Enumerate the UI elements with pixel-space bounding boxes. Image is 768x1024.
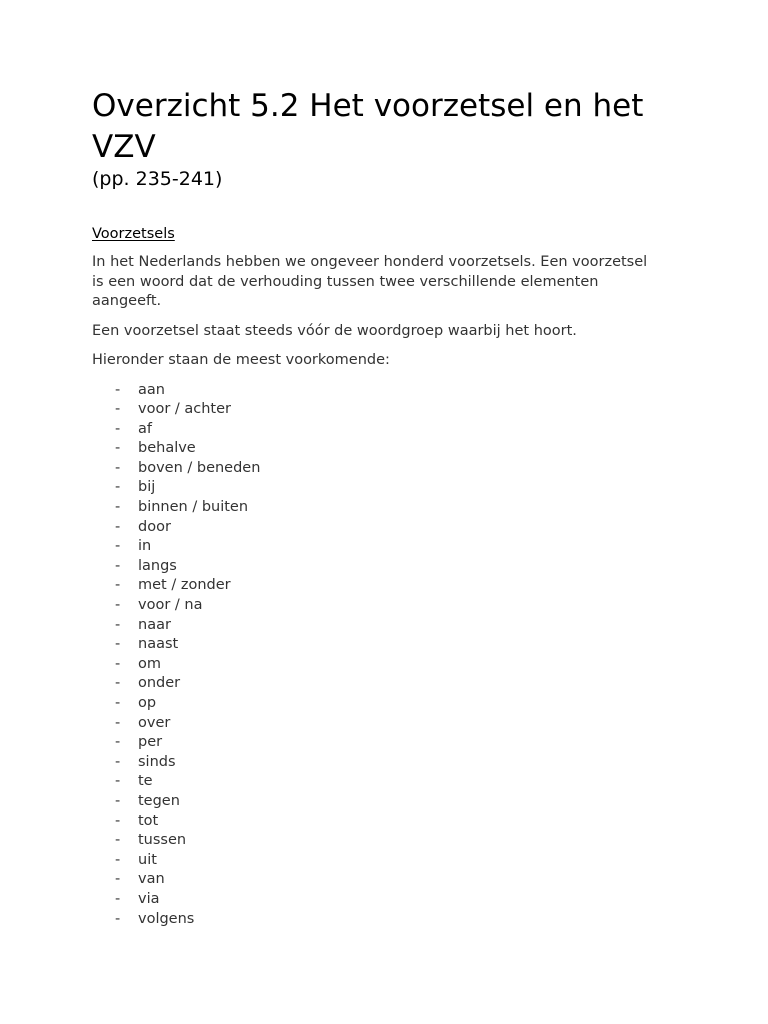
list-bullet-dash: - xyxy=(115,675,121,692)
list-bullet-dash: - xyxy=(115,557,121,574)
list-item xyxy=(92,655,708,675)
list-item xyxy=(92,812,708,832)
list-bullet-dash: - xyxy=(115,597,121,614)
preposition-text: aan xyxy=(138,381,165,398)
list-bullet-dash: - xyxy=(115,714,121,731)
preposition-text: boven / beneden xyxy=(138,459,261,476)
list-item xyxy=(92,910,708,930)
list-bullet-dash: - xyxy=(115,381,121,398)
list-bullet-dash: - xyxy=(115,420,121,437)
list-item xyxy=(92,674,708,694)
list-item xyxy=(92,616,708,636)
list-bullet-dash: - xyxy=(115,636,121,653)
preposition-text: op xyxy=(138,695,157,711)
page-reference: (pp. 235-241) xyxy=(92,168,223,190)
preposition-text: om xyxy=(138,655,161,672)
list-item xyxy=(92,714,708,734)
preposition-text: per xyxy=(138,734,163,751)
list-item xyxy=(92,537,708,557)
section-heading: Voorzetsels xyxy=(92,226,175,242)
preposition-text: naar xyxy=(138,616,171,633)
list-bullet-dash: - xyxy=(115,910,121,927)
preposition-text: voor / achter xyxy=(138,401,232,418)
preposition-text: binnen / buiten xyxy=(138,499,249,516)
list-bullet-dash: - xyxy=(115,734,121,751)
list-bullet-dash: - xyxy=(115,440,121,457)
list-item xyxy=(92,420,708,440)
list-bullet-dash: - xyxy=(115,655,121,672)
list-bullet-dash: - xyxy=(115,518,121,535)
preposition-text: onder xyxy=(138,675,181,692)
preposition-text: over xyxy=(138,714,171,731)
list-item xyxy=(92,381,708,401)
list-bullet-dash: - xyxy=(115,499,121,516)
preposition-text: door xyxy=(138,518,171,535)
preposition-text: voor / na xyxy=(138,597,203,614)
list-bullet-dash: - xyxy=(115,695,121,711)
list-item xyxy=(92,870,708,890)
preposition-text: tegen xyxy=(138,792,180,809)
list-bullet-dash: - xyxy=(115,851,121,868)
list-bullet-dash: - xyxy=(115,832,121,849)
list-item xyxy=(92,635,708,655)
preposition-text: behalve xyxy=(138,440,196,457)
list-bullet-dash: - xyxy=(115,479,121,496)
list-item xyxy=(92,792,708,812)
preposition-text: sinds xyxy=(138,753,176,770)
preposition-text: naast xyxy=(138,636,179,653)
preposition-text: volgens xyxy=(138,910,195,927)
list-item xyxy=(92,557,708,577)
list-bullet-dash: - xyxy=(115,871,121,888)
preposition-text: te xyxy=(138,773,153,790)
preposition-list xyxy=(92,381,708,930)
preposition-text: langs xyxy=(138,557,177,574)
list-item xyxy=(92,694,708,714)
preposition-text: tussen xyxy=(138,832,187,849)
list-bullet-dash: - xyxy=(115,753,121,770)
position-paragraph: Een voorzetsel staat steeds vóór de woordgroep waarbij het hoort. xyxy=(92,322,577,339)
list-bullet-dash: - xyxy=(115,890,121,907)
list-item xyxy=(92,400,708,420)
list-item xyxy=(92,596,708,616)
list-bullet-dash: - xyxy=(115,792,121,809)
preposition-text: uit xyxy=(138,851,157,868)
list-item xyxy=(92,733,708,753)
list-item xyxy=(92,753,708,773)
list-item xyxy=(92,576,708,596)
intro-paragraph: In het Nederlands hebben we ongeveer honderd voorzetsels. Een voorzetsel is een woord dat de verhouding tussen twee verschillende elementen aangeeft. xyxy=(92,254,648,309)
list-bullet-dash: - xyxy=(115,401,121,418)
list-item xyxy=(92,772,708,792)
preposition-text: af xyxy=(138,420,152,437)
list-bullet-dash: - xyxy=(115,538,121,555)
preposition-text: van xyxy=(138,871,165,888)
list-item xyxy=(92,518,708,538)
list-item xyxy=(92,478,708,498)
list-intro-paragraph: Hieronder staan de meest voorkomende: xyxy=(92,352,390,368)
list-item xyxy=(92,851,708,871)
list-bullet-dash: - xyxy=(115,459,121,476)
list-item xyxy=(92,831,708,851)
preposition-text: met / zonder xyxy=(138,577,231,594)
list-item xyxy=(92,439,708,459)
preposition-text: bij xyxy=(138,479,156,496)
page-title: Overzicht 5.2 Het voorzetsel en het VZV xyxy=(92,88,644,165)
list-bullet-dash: - xyxy=(115,616,121,633)
preposition-text: in xyxy=(138,538,152,555)
preposition-text: via xyxy=(138,890,160,907)
list-item xyxy=(92,498,708,518)
list-bullet-dash: - xyxy=(115,812,121,829)
list-bullet-dash: - xyxy=(115,773,121,790)
list-item xyxy=(92,890,708,910)
list-item xyxy=(92,459,708,479)
preposition-text: tot xyxy=(138,812,159,829)
list-bullet-dash: - xyxy=(115,577,121,594)
